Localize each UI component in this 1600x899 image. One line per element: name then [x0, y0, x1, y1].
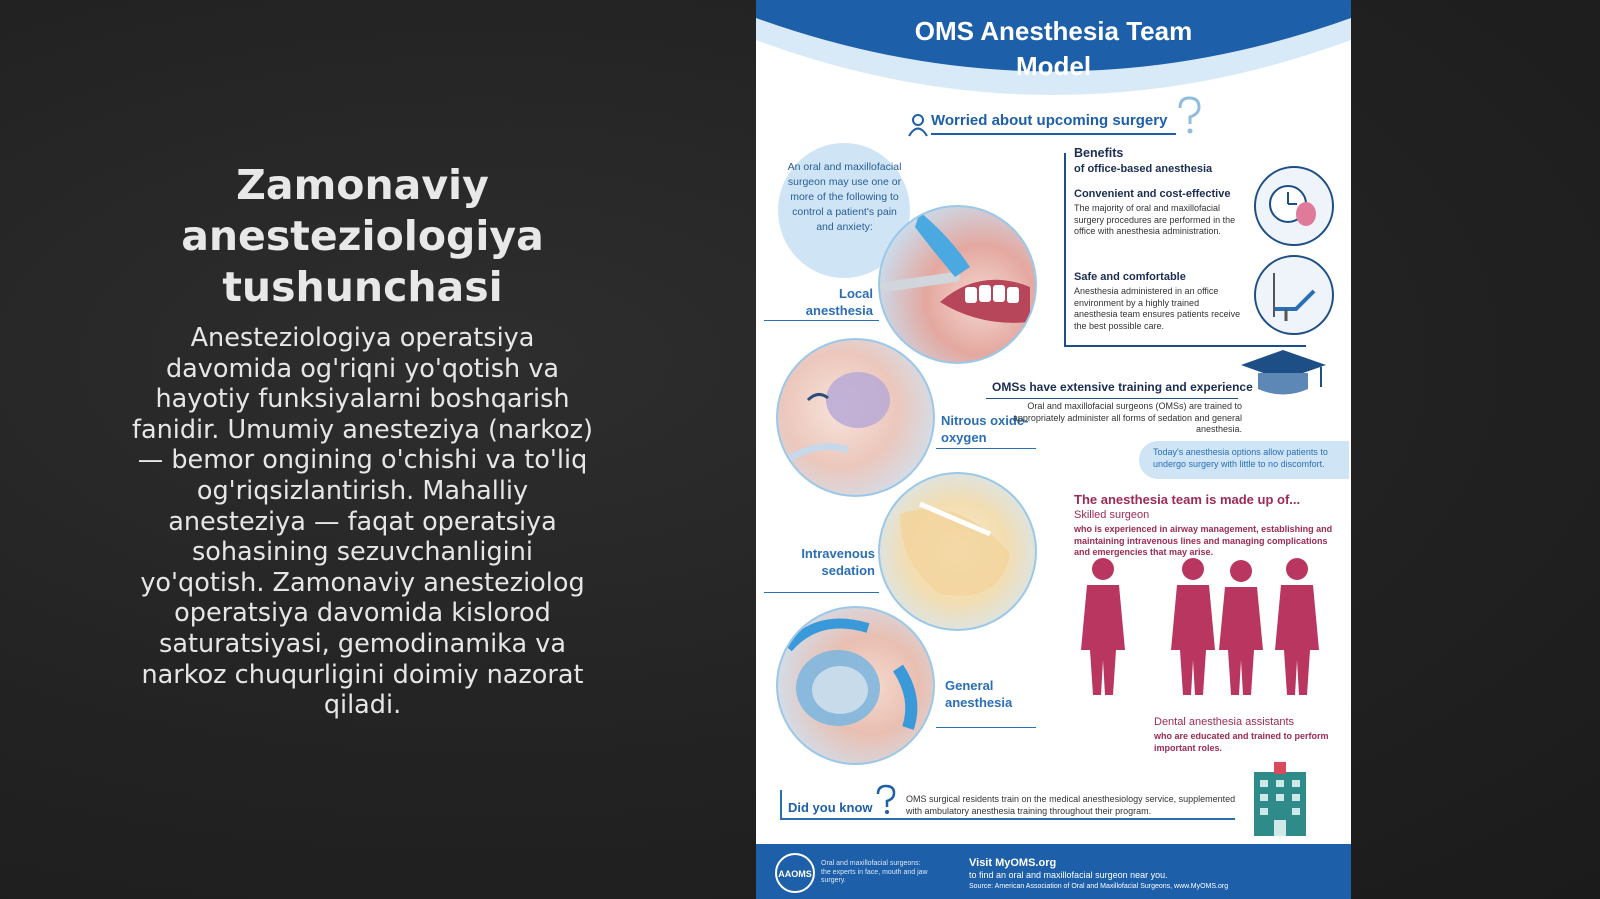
- local-anesthesia-image: [878, 205, 1037, 364]
- assistants-title: Dental anesthesia assistants: [1154, 716, 1295, 728]
- didyou-line-left: [780, 790, 782, 818]
- didyou-line-bottom: [780, 818, 1235, 820]
- worried-person-icon: [908, 113, 928, 137]
- aaoms-logo-text: AAOMS: [778, 869, 812, 879]
- intravenous-sedation-image: [878, 472, 1037, 631]
- did-you-know-question-icon: [874, 784, 898, 816]
- surgeon-title: Skilled surgeon: [1074, 509, 1150, 521]
- assistants-text: who are educated and trained to perform important roles.: [1154, 731, 1329, 753]
- worried-heading: Worried about upcoming surgery: [931, 112, 1168, 129]
- nitrous-oxide-image: [776, 338, 935, 497]
- surgeon-text: who is experienced in airway management, establishing and maintaining intravenous lines and managing complications and emergencies that may arise.: [1074, 524, 1333, 557]
- face-mask-illustration: [778, 608, 933, 763]
- team-title: The anesthesia team is made up of...: [1074, 492, 1301, 507]
- footer-org-text: Oral and maxillofacial surgeons: the experts in face, mouth and jaw surgery.: [821, 860, 928, 884]
- today-banner: Today's anesthesia options allow patients to undergo surgery with little to no discomfort.: [1139, 441, 1349, 479]
- local-connector: [764, 320, 879, 321]
- training-title: OMSs have extensive training and experience: [992, 380, 1253, 394]
- poster-title-line2: Model: [1015, 51, 1092, 81]
- dental-chair-icon: [1254, 255, 1334, 335]
- iv-hand-illustration: [880, 474, 1035, 629]
- general-anesthesia-label: General anesthesia: [945, 678, 1013, 710]
- general-connector: [936, 727, 1036, 728]
- training-text: Oral and maxillofacial surgeons (OMSs) are trained to appropriately administer all forms of sedation and general anesthesia.: [1012, 401, 1242, 434]
- worried-underline: [931, 133, 1176, 135]
- slide-title: Zamonaviy anesteziologiya tushunchasi: [181, 161, 544, 311]
- benefit-2-title: Safe and comfortable: [1074, 271, 1186, 283]
- slide-body: Anesteziologiya operatsiya davomida og'riqni yo'qotish va hayotiy funksiyalarni boshqarish fanidir. Umumiy anesteziya (narkoz) — bemor ongining o'chishi va to'liq og'riqsizlantirish. Mahalliy anesteziya — faqat operatsiya sohasining sezuvchanligini yo'qotish. Zamonaviy anesteziolog operatsiya davomida kislorod saturatsiyasi, gemodinamika va narkoz chuqurligini doimiy nazorat qiladi.: [131, 323, 594, 721]
- nitrous-connector: [936, 448, 1036, 449]
- training-underline: [986, 398, 1238, 399]
- clock-money-icon: [1254, 166, 1334, 246]
- graduation-cap-icon: [1236, 345, 1331, 405]
- nitrous-oxide-label: Nitrous oxide-oxygen: [941, 413, 1029, 445]
- infographic-poster: [756, 0, 1351, 899]
- mouth-illustration: [880, 207, 1035, 362]
- text-panel: [130, 160, 595, 721]
- team-silhouettes: [1061, 555, 1351, 725]
- nasal-mask-illustration: [778, 340, 933, 495]
- footer-visit-sub: to find an oral and maxillofacial surgeon near you.: [969, 870, 1168, 880]
- aaoms-logo: [774, 852, 816, 894]
- iv-connector: [764, 592, 879, 593]
- hospital-icon: [1248, 760, 1312, 838]
- footer-visit[interactable]: Visit MyOMS.org: [969, 857, 1057, 869]
- benefit-2-text: Anesthesia administered in an office environment by a highly trained anesthesia team ensures patients receive the best possible care.: [1074, 286, 1241, 331]
- did-you-know-text: OMS surgical residents train on the medical anesthesiology service, supplemented with ambulatory anesthesia training throughout their program.: [906, 794, 1236, 816]
- poster-title: [756, 14, 1351, 84]
- poster-title-line1: OMS Anesthesia Team: [914, 16, 1193, 46]
- question-mark-icon: [1174, 96, 1204, 136]
- footer-source: Source: American Association of Oral and Maxillofacial Surgeons, www.MyOMS.org: [969, 883, 1229, 890]
- intro-bubble-text: An oral and maxillofacial surgeon may use one or more of the following to control a patient's pain and anxiety:: [787, 161, 902, 233]
- benefit-1-title: Convenient and cost-effective: [1074, 188, 1231, 200]
- general-anesthesia-image: [776, 606, 935, 765]
- benefits-title: Benefits: [1074, 146, 1124, 160]
- footer-visit-block: [969, 857, 1339, 893]
- did-you-know-label: Did you know: [788, 800, 873, 815]
- benefits-subtitle: of office-based anesthesia: [1074, 163, 1213, 175]
- intravenous-sedation-label: Intravenous sedation: [801, 546, 875, 578]
- benefit-1-text: The majority of oral and maxillofacial surgery procedures are performed in the office with anesthesia administration.: [1074, 203, 1236, 236]
- local-anesthesia-label: Local anesthesia: [805, 286, 873, 318]
